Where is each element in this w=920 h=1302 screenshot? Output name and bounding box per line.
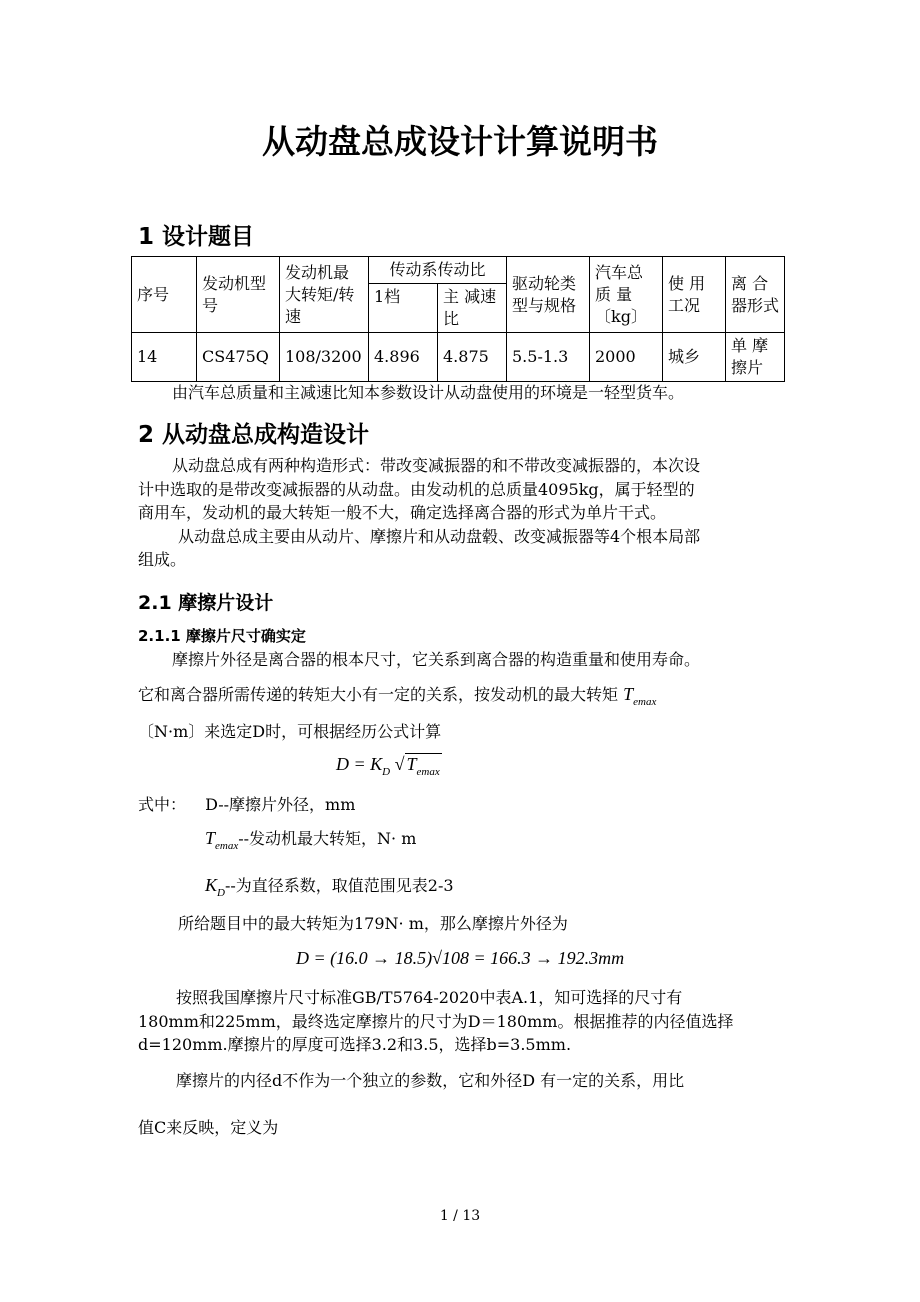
cell-final-drive: 4.875	[438, 333, 507, 382]
cell-gear1: 4.896	[369, 333, 438, 382]
page-number: 1 / 13	[439, 1208, 481, 1224]
s21-p4-line2: 值C来反映，定义为	[138, 1118, 279, 1137]
col-header-engine-torque: 发动机最大转矩/转速	[280, 257, 369, 333]
cell-torque: 108/3200	[280, 333, 369, 382]
cell-clutch: 单 摩擦片	[726, 333, 785, 382]
section-1-heading: 1 设计题目	[138, 224, 255, 250]
section-2-1-1-heading: 2.1.1 摩擦片尺寸确实定	[138, 627, 306, 645]
formula-diameter-range: D = (16.0 → 18.5)√108 = 166.3 → 192.3mm	[296, 948, 625, 968]
cell-seq: 14	[132, 333, 197, 382]
s2-p1-line3: 商用车，发动机的最大转矩一般不大，确定选择离合器的形式为单片干式。	[138, 503, 667, 522]
s2-p1-line2: 计中选取的是带改变减振器的从动盘。由发动机的总质量4095kg，属于轻型的	[138, 480, 695, 499]
where-line: 式中： D--摩擦片外径，mm	[138, 795, 356, 814]
torque-symbol-2: $T_{emax}$	[205, 828, 239, 852]
table-caption: 由汽车总质量和主减速比知本参数设计从动盘使用的环境是一轻型货车。	[172, 383, 685, 402]
col-header-use: 使 用工况	[663, 257, 726, 333]
cell-mass: 2000	[590, 333, 663, 382]
col-header-transmission: 传动系传动比	[369, 257, 507, 284]
where-k-line: $K_D--$为直径系数，取值范围见表2-3	[205, 875, 454, 899]
section-2-1-heading: 2.1 摩擦片设计	[138, 592, 274, 614]
s21-p1-line2-wrap	[138, 683, 656, 708]
s21-p3-line2: 180mm和225mm，最终选定摩擦片的尺寸为D＝180mm。根据推荐的内径值选择	[138, 1012, 734, 1031]
col-header-mass: 汽车总质 量〔kg〕	[590, 257, 663, 333]
formula-diameter: $D = K_D$ √ $T_{emax}$	[336, 754, 440, 778]
s2-p2-line2: 组成。	[138, 550, 187, 569]
cell-use: 城乡	[663, 333, 726, 382]
col-header-seq: 序号	[132, 257, 197, 333]
col-header-engine-model: 发动机型号	[197, 257, 280, 333]
s21-p1-line3: 〔N·m〕来选定D时，可根据经历公式计算	[138, 722, 442, 741]
cell-tire: 5.5-1.3	[507, 333, 590, 382]
given-torque-line: 所给题目中的最大转矩为179N· m，那么摩擦片外径为	[178, 914, 568, 933]
s21-p3-line1: 按照我国摩擦片尺寸标准GB/T5764-2020中表A.1，知可选择的尺寸有	[176, 988, 683, 1007]
s21-p1-line2: 它和离合器所需传递的转矩大小有一定的关系，按发动机的最大转矩	[138, 685, 619, 704]
s2-p1-line1: 从动盘总成有两种构造形式：带改变减振器的和不带改变减振器的，本次设	[172, 456, 701, 475]
s21-p1-line1: 摩擦片外径是离合器的根本尺寸，它关系到离合器的构造重量和使用寿命。	[172, 650, 701, 669]
s21-p4-line1: 摩擦片的内径d不作为一个独立的参数，它和外径D 有一定的关系，用比	[176, 1071, 685, 1090]
col-header-gear1: 1档	[369, 284, 438, 333]
s2-p2-line1: 从动盘总成主要由从动片、摩擦片和从动盘毂、改变减振器等4个根本局部	[178, 527, 701, 546]
s21-p3-line3: d=120mm.摩擦片的厚度可选择3.2和3.5，选择b=3.5mm.	[138, 1035, 572, 1054]
col-header-clutch: 离 合器形式	[726, 257, 785, 333]
where-torque-line: $T_{emax}--$发动机最大转矩，N· m	[205, 828, 417, 852]
section-2-heading: 2 从动盘总成构造设计	[138, 422, 370, 448]
design-parameter-table	[131, 256, 785, 382]
document-title: 从动盘总成设计计算说明书	[262, 122, 658, 161]
cell-engine-model: CS475Q	[197, 333, 280, 382]
col-header-final-drive: 主 减速比	[438, 284, 507, 333]
torque-symbol: $T_{emax}$	[623, 684, 657, 708]
col-header-tire: 驱动轮类型与规格	[507, 257, 590, 333]
